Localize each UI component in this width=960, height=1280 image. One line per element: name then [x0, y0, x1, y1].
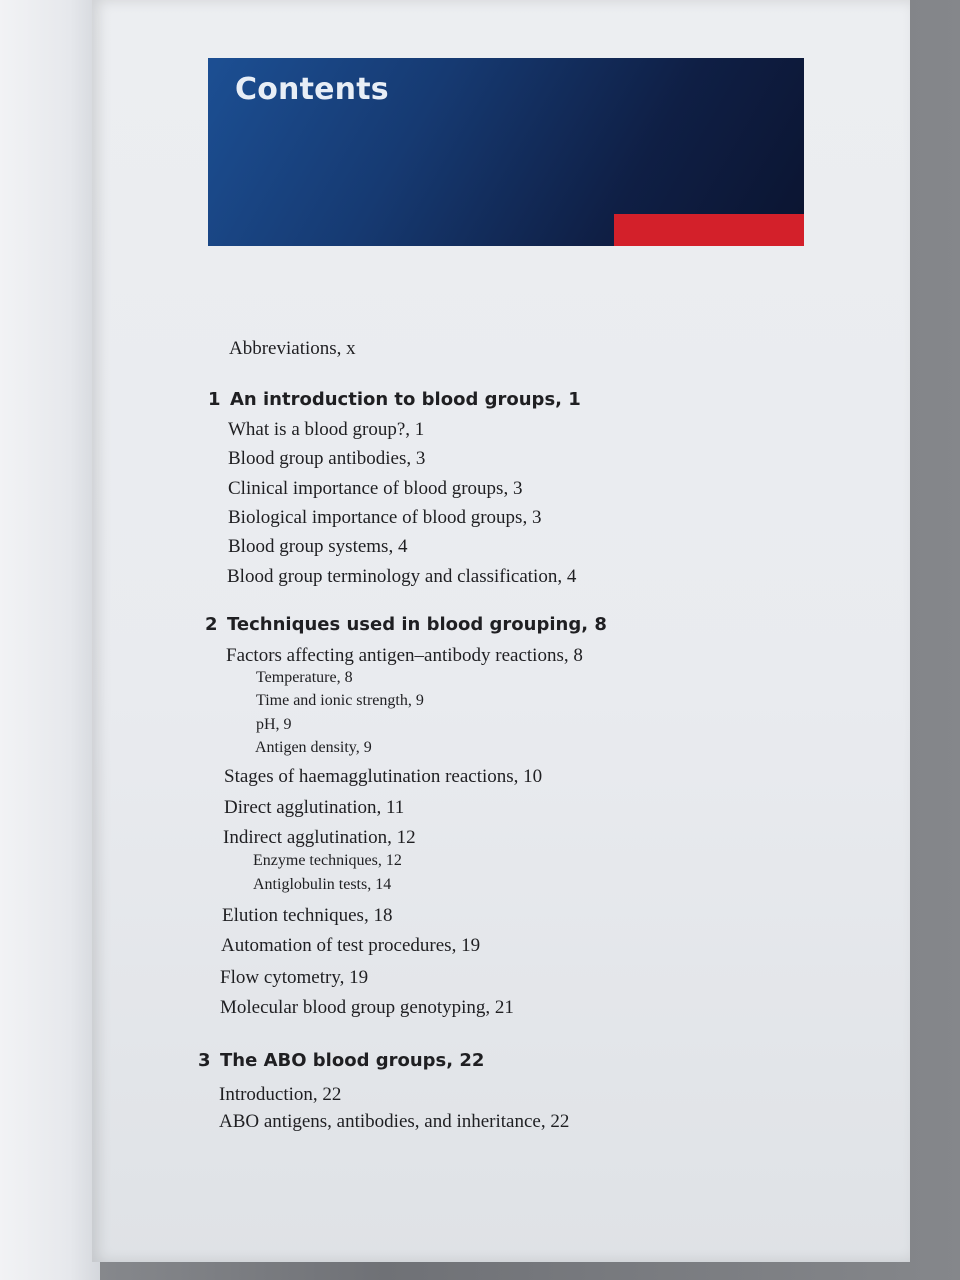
- toc-entry: What is a blood group?, 1: [228, 419, 425, 440]
- toc-entry: ABO antigens, antibodies, and inheritance, 22: [219, 1111, 570, 1132]
- toc-entry: Blood group systems, 4: [228, 536, 408, 557]
- toc-entry: Molecular blood group genotyping, 21: [220, 997, 514, 1018]
- chapter-title: An introduction to blood groups, 1: [230, 389, 581, 410]
- toc-entry: Indirect agglutination, 12: [223, 827, 416, 848]
- chapter-number: 1: [208, 389, 221, 410]
- toc-subentry: Time and ionic strength, 9: [256, 692, 424, 709]
- toc-entry: Stages of haemagglutination reactions, 10: [224, 766, 543, 787]
- chapter-heading: [205, 614, 607, 635]
- toc-entry: Clinical importance of blood groups, 3: [228, 478, 523, 499]
- toc-entry: Factors affecting antigen–antibody reactions, 8: [226, 645, 583, 666]
- toc-entry: Biological importance of blood groups, 3: [228, 507, 542, 528]
- chapter-heading: [198, 1050, 484, 1071]
- toc-subentry: pH, 9: [256, 716, 292, 733]
- chapter-heading: [208, 389, 581, 410]
- toc-entry: Elution techniques, 18: [222, 905, 393, 926]
- toc-entry: Blood group antibodies, 3: [228, 448, 426, 469]
- chapter-number: 3: [198, 1050, 211, 1071]
- table-of-contents: [92, 0, 910, 1262]
- toc-entry: Introduction, 22: [219, 1084, 342, 1105]
- toc-abbreviations: Abbreviations, x: [229, 338, 356, 359]
- chapter-number: 2: [205, 614, 218, 635]
- toc-entry: Automation of test procedures, 19: [221, 935, 481, 956]
- chapter-title: The ABO blood groups, 22: [220, 1050, 485, 1071]
- chapter-title: Techniques used in blood grouping, 8: [227, 614, 607, 635]
- toc-entry: Flow cytometry, 19: [220, 967, 369, 988]
- toc-subentry: Antiglobulin tests, 14: [253, 876, 392, 893]
- page-title: Contents: [235, 72, 389, 107]
- toc-subentry: Enzyme techniques, 12: [253, 852, 402, 869]
- toc-subentry: Antigen density, 9: [255, 739, 372, 756]
- toc-entry: Direct agglutination, 11: [224, 797, 405, 818]
- toc-subentry: Temperature, 8: [256, 669, 353, 686]
- toc-entry: Blood group terminology and classification, 4: [227, 566, 577, 587]
- facing-page-edge: [0, 0, 100, 1280]
